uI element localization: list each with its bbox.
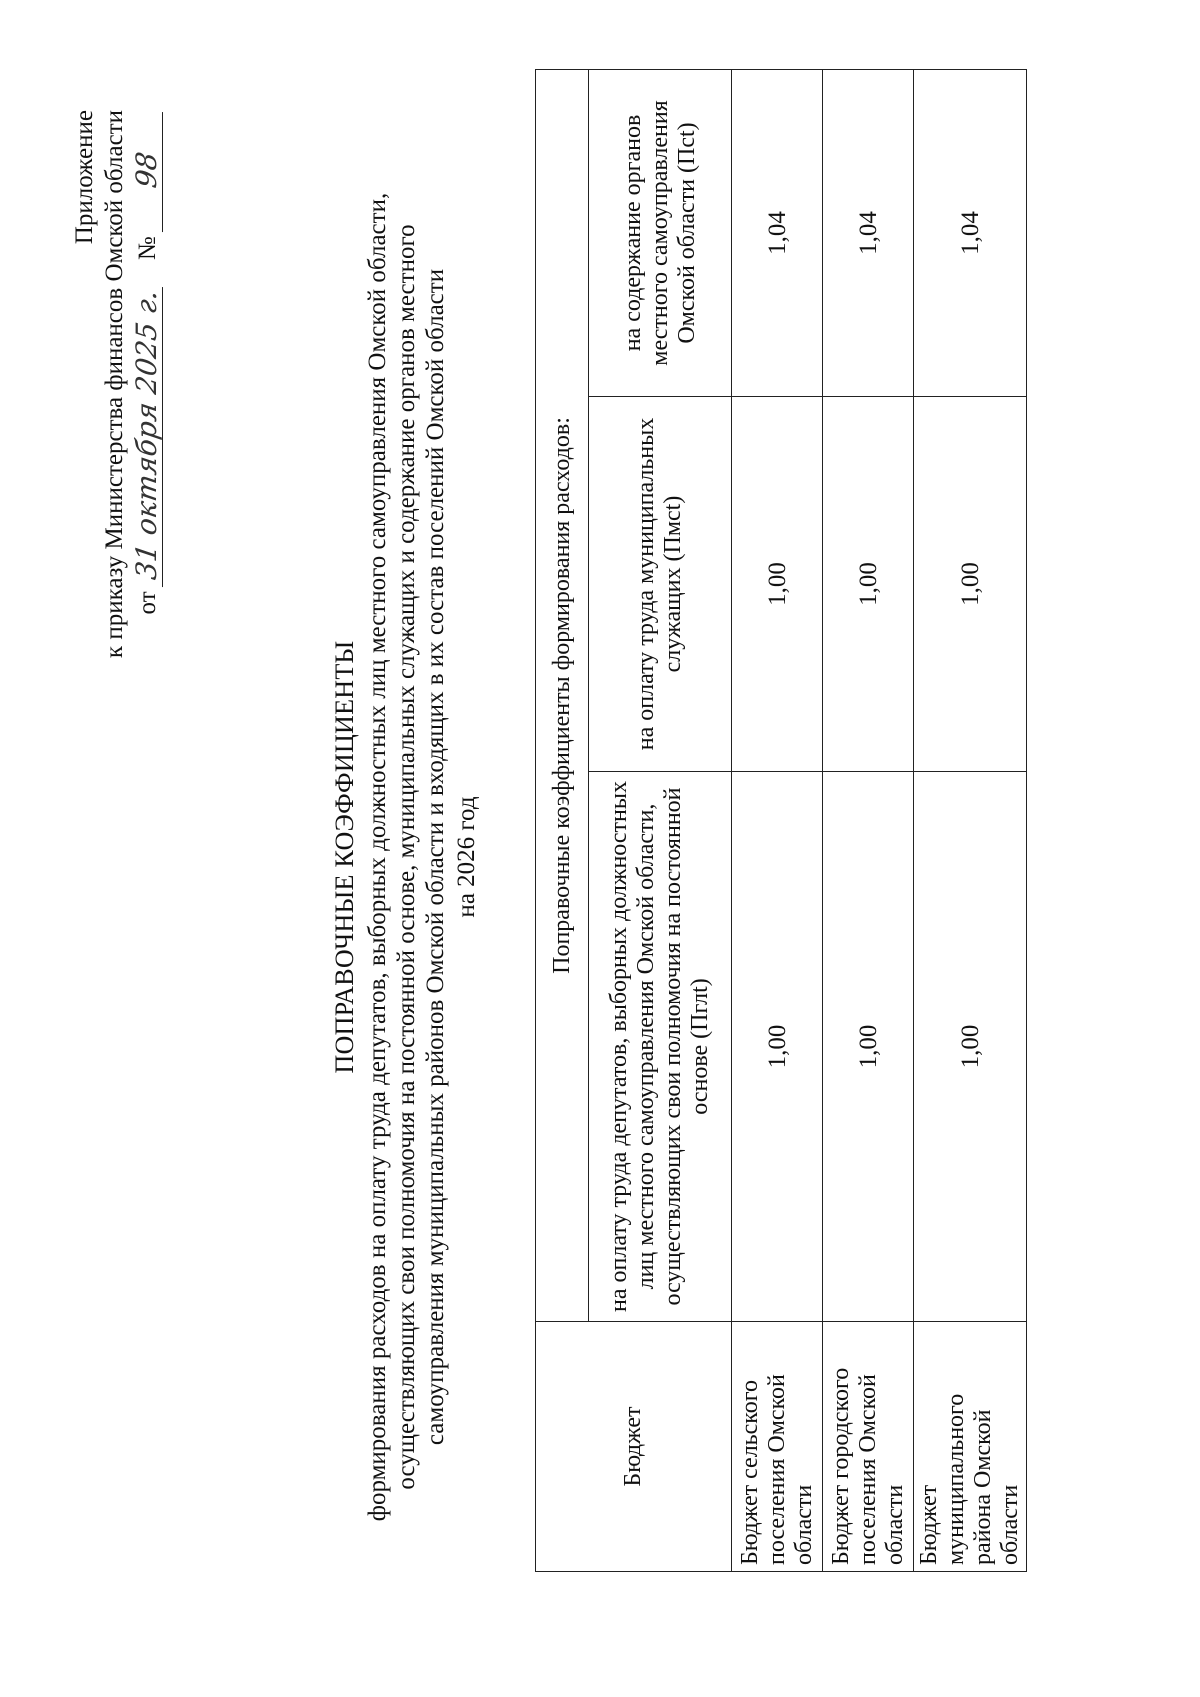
- row-value: 1,00: [732, 772, 823, 1322]
- order-date-number-row: [132, 110, 163, 930]
- row-budget-name: Бюджет муниципального района Омской области: [914, 1322, 1027, 1572]
- row-value: 1,00: [914, 397, 1027, 772]
- table-row: [914, 69, 1027, 1571]
- handwritten-date: 31 октября 2025 г.: [132, 283, 163, 587]
- row-value: 1,04: [823, 69, 914, 396]
- title-block: [330, 157, 481, 1557]
- handwritten-number: 98: [132, 108, 163, 232]
- table-header-row: [536, 69, 589, 1571]
- column-header-municipal-employees: на оплату труда муниципальных служащих (Пмсt): [589, 397, 732, 772]
- order-reference: к приказу Министерства финансов Омской области: [101, 110, 128, 659]
- budget-column-header: Бюджет: [536, 1322, 732, 1572]
- appendix-header: [70, 110, 163, 930]
- row-value: 1,00: [823, 397, 914, 772]
- row-value: 1,00: [914, 772, 1027, 1322]
- date-prefix: от: [134, 591, 161, 615]
- table-row: [732, 69, 823, 1571]
- document-subtitle: формирования расходов на оплату труда депутатов, выборных должностных лиц местного самоуправления Омской области, осуществляющих свои полномочия на постоянной основе, муниципальных служащих и содержание органов местного самоуправления муниципальных районов Омской области и входящих в их состав поселений Омской области: [364, 192, 449, 1522]
- row-value: 1,00: [823, 772, 914, 1322]
- appendix-label: Приложение: [71, 110, 98, 245]
- row-budget-name: Бюджет сельского поселения Омской области: [732, 1322, 823, 1572]
- column-header-deputies: на оплату труда депутатов, выборных должностных лиц местного самоуправления Омской области, осуществляющих свои полномочия на постоянной основе (Пглt): [589, 772, 732, 1322]
- row-value: 1,00: [732, 397, 823, 772]
- coefficients-table: [535, 69, 1027, 1572]
- column-header-maintenance: на содержание органов местного самоуправления Омской области (Псt): [589, 69, 732, 396]
- row-value: 1,04: [914, 69, 1027, 396]
- document-year: на 2026 год: [453, 796, 480, 918]
- document-title: ПОПРАВОЧНЫЕ КОЭФФИЦИЕНТЫ: [330, 640, 359, 1074]
- row-budget-name: Бюджет городского поселения Омской области: [823, 1322, 914, 1572]
- table-row: [823, 69, 914, 1571]
- number-prefix: №: [134, 236, 161, 261]
- coefficients-group-header: Поправочные коэффициенты формирования расходов:: [536, 69, 589, 1321]
- row-value: 1,04: [732, 69, 823, 396]
